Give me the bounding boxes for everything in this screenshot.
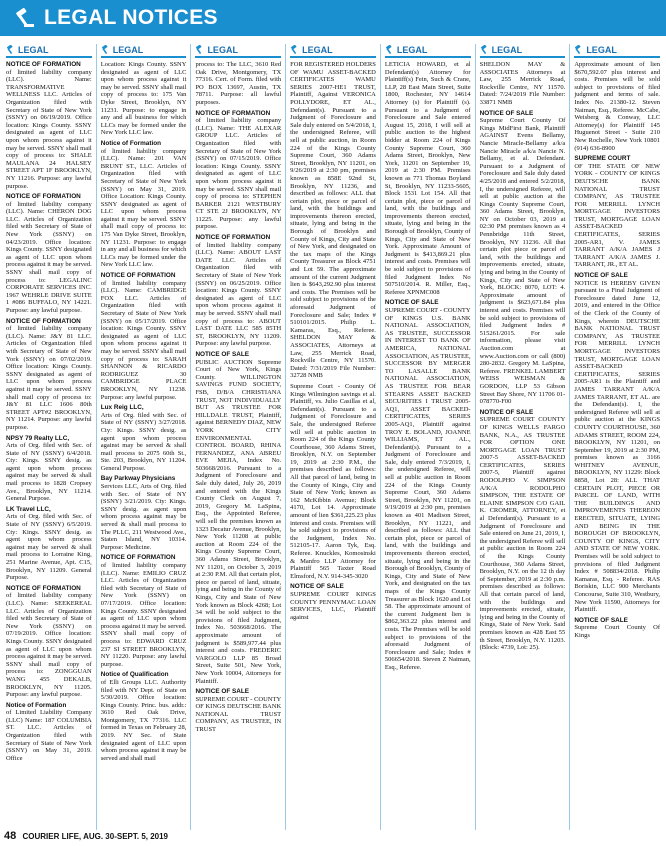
legal-notice [101, 404, 187, 472]
notice-heading: NOTICE OF SALE [290, 583, 344, 591]
notice-column [380, 44, 475, 830]
publication-dateline: COURIER LIFE, AUG. 30-SEPT. 5, 2019 [22, 832, 169, 841]
notice-body: of limited liability company (LLC). Name: J&Y 81 LLC. Articles of Organization filed with Secretary of State of New York (SSNY) on 07/02/2019. Office location: Kings County. SSNY designated as agent of LLC upon whom process against it may be served. SSNY shall mail copy of process to: J&Y 81 LLC 1606 80th STREET APT#2 BROOKLYN, NY 11214. Purpose: any lawful purpose. [6, 325, 92, 431]
notice-heading: NOTICE OF FORMATION [100, 554, 176, 562]
legal-notice [195, 234, 281, 348]
column-header-label: LEGAL [18, 45, 49, 55]
notice-text [574, 61, 660, 640]
gavel-icon [480, 45, 490, 55]
notice-body: of limited liability company (LLC). Name: TRANSFORMATIVE WELLNESS LLC. Articles of Organization filed with Secretary of State of New York (SSNY) on 06/19/2019. Office location: Kings County. SSNY designated as agent of LLC upon whom process against it may be served. SSNY shall mail copy of process to: SHALE MAULANA 24 HALSEY STREET APT 1F BROOKLYN, NY 11216. Purpose: any lawful purpose. [6, 68, 92, 190]
notice-heading: NOTICE OF FORMATION [6, 193, 81, 201]
notice-heading: LK Travel LLC, [6, 505, 51, 513]
notice-body: of limited liability company (LLC). Name: 201 VAN BRUNT ST., LLC. Articles of Organization filed with Secretary of State of New York (SSNY) on May 31, 2019. Office Location: Kings County. SSNY designated as agent of LLC upon whom process against it may be served. SSNY shall mail copy of process to: 175 Van Dyke Street, Brooklyn, NY 11231. Purpose: to engage in any and all business for which LLCs may be formed under the New York LLC law. [100, 147, 187, 269]
notice-columns [2, 44, 664, 830]
notice-body: of limited liability company (LLC). Name: CHERON DOG LLC. Articles of Organization filed with Secretary of State of New York (SSNY) on 04/23/2019. Office location: Kings County. SSNY designated as agent of LLC upon whom process against it may be served. SSNY shall mail copy of process to: LEGALINC CORPORATE SERVICES INC. 1967 WEHRLE DRIVE SUITE 1 #086 BUFFALO, NY 14221. Purpose: any lawful purpose. [6, 200, 92, 314]
notice-body: SHELDON MAY & ASSOCIATES Attorneys at Law, 255 Merrick Road, Rockville Centre, NY 11570. Dated: 7/24/2019 File Number: 33871 NMB [479, 61, 566, 106]
notice-body: Supreme Court County Of Kings MidFirst Bank, Plaintiff AGAINST Evens Bellamy, Nancie Miracle-Bellamy a/k/a Nancie Miracle a/k/a Nancie N. Bellamy, et al. Defendant. Pursuant to a Judgment of Foreclosure and Sale duly dated 4/25/2018 and entered 5/2/2018, I, the undersigned Referee, will sell at public auction at the Kings County Supreme Court, 360 Adams Street, Brooklyn, NY on October 03, 2019 at 02:30 PM premises known as 4 Pennbridge 11th Street, Brooklyn, NY 11236. All that certain plot piece or parcel of land, with the buildings and improvements erected, situate, lying and being in the County of Kings, City and State of New York, BLOCK: 8070, LOT: 4. Approximate amount of judgment is $623,671.84 plus interest and costs. Premises will be sold subject to provisions of filed Judgment Index # 515261/2015. For sale information, please visit Auction.com at www.Auction.com or call (800) 280-2832. Gregory M. LaSpina, Referee. FRENKEL LAMBERT WEISS WEISMAN & GORDON, LLP 53 Gibson Street Bay Shore, NY 11706 01-078770-F00 [479, 117, 566, 406]
notice-heading: NPSY 79 Realty LLC, [6, 434, 70, 442]
legal-notice [6, 435, 92, 503]
legal-notice [195, 351, 281, 685]
legal-notice [101, 554, 187, 668]
legal-notice [6, 61, 92, 190]
legal-notice [101, 272, 187, 401]
notice-text [290, 61, 376, 621]
notice-heading: Bay Parkway Physicians [100, 475, 176, 483]
legal-notice [195, 61, 281, 107]
notice-body: of limited liability company (LLC). Name: EMILIO CRUZ LLC. Articles of Organization filed with Secretary of State of New York (SSNY) on 07/17/2019. Office location: Kings County. SSNY designated as agent of LLC upon whom process against it may be served. SSNY shall mail copy of process to: EDWARD CRUZ 237 SI STREET BROOKLYN, NY 11220. Purpose: any lawful purpose. [100, 562, 187, 668]
column-header [290, 44, 376, 58]
column-header-label: LEGAL [491, 45, 523, 55]
notice-heading: NOTICE OF FORMATION [195, 109, 271, 117]
notice-heading: NOTICE OF SALE [384, 299, 439, 307]
notice-body: NOTICE IS HEREBY GIVEN pursuant to a Final Judgment of Foreclosure dated June 12, 2019, and entered in the Office of the Clerk of the County of Kings, wherein DEUTSCHE BANK NATIONAL TRUST COMPANY, AS TRUSTEE FOR MERRILL LYNCH MORTGAGE INVESTORS TRUST, MORTGAGE LOAN ASSET-BACKED CERTIFICATES, SERIES 2005-AR1 is the Plaintiff and JAMES TARRANT A/K/A JAMES TARRANT, ET AL. are the Defendant(s). I, the undersigned Referee will sell at public auction at the KINGS COUNTY COURTHOUSE, 360 ADAMS STREET, ROOM 224, BROOKLYN, NY 11201, on September 19, 2019 at 2:30 PM, premises known as 3166 WHITNEY AVENUE, BROOKLYN, NY 11229: Block 8858, Lot 28: ALL THAT CERTAIN PLOT, PIECE OR PARCEL OF LAND, WITH THE BUILDINGS AND IMPROVEMENTS THEREON ERECTED, SITUATE, LYING AND BEING IN THE BOROUGH OF BROOKLYN, COUNTY OF KINGS, CITY AND STATE OF NEW YORK. Premises will be sold subject to provisions of filed Judgment Index # 508834/2018. Philip Kamaras, Esq. - Referee. RAS Boriskin, LLC 900 Merchants Concourse, Suite 310, Westbury, New York 11590, Attorneys for Plaintiff. [574, 279, 661, 614]
legal-notices-banner [0, 0, 666, 36]
gavel-icon [574, 45, 584, 55]
notice-column [569, 44, 664, 830]
legal-notice [195, 688, 281, 734]
gavel-icon [6, 45, 16, 55]
notice-text [385, 61, 471, 672]
legal-notice [101, 475, 187, 551]
gavel-icon [290, 45, 300, 55]
legal-notice [574, 617, 660, 640]
notice-heading: NOTICE OF SALE [574, 272, 628, 280]
notice-heading: NOTICE OF FORMATION [6, 584, 81, 592]
notice-body: of Limited Liability Company (LLC) Name: 187 COLUMBIA ST. LLC. Articles of Organization filed with Secretary of State of New York (SSNY) on May 31, 2019. Office [6, 709, 92, 762]
column-header [6, 44, 92, 58]
notice-heading: NOTICE OF SALE [479, 109, 534, 117]
legal-notice [101, 140, 187, 269]
legal-notice [385, 61, 471, 296]
notice-body: Supreme Court - County Of Kings Wilmington savings et al. Plaintiff, vs. Julio Casillas et al, Defendant(s). Pursuant to a Judgment of Foreclosure and Sale, the undersigned Referee will sell at public auction in Room 224 of the Kings County Courthouse, 360 Adams Street, Brooklyn, N.Y. on September 19, 2019 at 2:30 P.M., the premises described as follows: All that parcel of land, being in the County of Kings, City and State of New York; known as 162 McKibbin Avenue; Block 4170, Lot 14. Approximate amount of lien $361,225.23 plus interest and costs. Premises will be sold subject to provisions of the Judgment, Index No. 512105-17. Aaron Tyk, Esq. Referee. Knuckles, Komosinski & Manfro LLP Attorney for Plaintiff 565 Taxter Road Elmsford, N.Y. 914-345-3020 [290, 382, 376, 580]
notice-body: Supreme Court County Of Kings [574, 624, 661, 639]
column-header-label: LEGAL [112, 45, 144, 55]
notice-heading: Lux Reig LLC, [100, 404, 144, 412]
legal-notice [574, 61, 660, 152]
legal-notice [480, 61, 566, 107]
notice-body: OF THE STATE OF NEW YORK - COUNTY OF KINGS DEUTSCHE BANK NATIONAL TRUST COMPANY, AS TRUSTEE FOR MERRILL LYNCH MORTGAGE INVESTORS TRUST, MORTGAGE LOAN ASSET-BACKED CERTIFICATES, SERIES 2005-AR1, V. JAMES TARRANT A/K/A JAMES J TARRANT A/K/A JAMES J. TARRANT, JR., ET AL. [574, 162, 661, 269]
legal-notice [290, 61, 376, 380]
legal-notice [6, 193, 92, 315]
notice-heading: Notice of Qualification [100, 671, 169, 679]
legal-notice [101, 61, 187, 137]
notice-column [96, 44, 191, 830]
notice-body: Arts of Org. filed with Sec. of State of NY (SSNY) 6/5/2019. Cty: Kings. SSNY desig. as agent upon whom process against may be served & shall mail process to Lorraine King, 251 Marine Avenue, Apt. C15, Brooklyn, NY 11209. General Purpose. [6, 513, 92, 582]
notice-heading: NOTICE OF FORMATION [6, 61, 81, 68]
notice-heading: NOTICE OF FORMATION [100, 272, 176, 280]
notice-body: of limited liability company (LLC). Name: CAMBRIDGE FOX LLC. Articles of Organization filed with Secretary of State of New York (SSNY) on 05/17/2019. Office location: Kings County. SSNY designated as agent of LLC upon whom process against it may be served. SSNY shall mail copy of process to: SARAH SHANNON & RICARDO RODRIGUEZ 30 CAMBRIDGE PLACE BROOKLYN, NY 11238. Purpose: any lawful purpose. [100, 279, 187, 401]
legal-notice [101, 671, 187, 762]
notice-text [6, 61, 92, 762]
gavel-icon [195, 45, 205, 55]
column-header [574, 44, 660, 58]
notice-column [475, 44, 570, 830]
notice-body: of limited liability company (LLC). Name: ABOUT LAST DATE LLC. Articles of Organization filed with Secretary of State of New York (SSNY) on 06/25/2019. Office location: Kings County. SSNY designated as agent of LLC upon whom process against it may be served. SSNY shall mail copy of process to: ABOUT LAST DATE LLC 585 85TH ST, BROOKLYN, NY 11209. Purpose: any lawful purpose. [195, 241, 282, 348]
notice-column [190, 44, 285, 830]
notice-body: Approximate amount of lien $670,592.07 plus interest and costs. Premises will be sold subject to provisions of filed judgment and terms of sale. Index No. 21380-12. Steven Naiman, Esq., Referee. McCabe, Weisberg & Conway, LLC Attorney(s) for Plaintiff 145 Huguenot Street - Suite 210 New Rochelle, New York 10801 (914) 636-8900 [574, 61, 661, 152]
notice-body: Location: Kings County. SSNY designated as agent of LLC upon whom process against it may be served. SSNY shall mail copy of process to: 175 Van Dyke Street, Brooklyn, NY 11231. Purpose: to engage in any and all business for which LLCs may be formed under the New York LLC law. [100, 61, 187, 137]
gavel-icon [13, 7, 35, 29]
column-header [101, 44, 187, 58]
notice-body: of Elli Groups LLC. Authority filed with NY Dept. of State on 5/30/2019. Office location: Kings County. Princ. bus. addr.: 3610 Red Oak Drive, Montgomery, TX 77316. LLC formed in Texas on February 28, 2019. NY Sec. of State designated agent of LLC upon whom process against it may be served and shall mail [100, 678, 187, 762]
notice-heading: NOTICE OF SALE [479, 408, 534, 416]
gavel-icon [101, 45, 111, 55]
notice-body: SUPREME COURT KINGS COUNTY PENNYMAC LOAN SERVICES, LLC, Plaintiff against [290, 590, 376, 621]
notice-body: Services LLC, Arts of Org. filed with Sec. of State of NY (SSNY) 3/21/2019. Cty: Kings. SSNY desig. as agent upon whom process against may be served & shall mail process to The PLLC, 211 Westwood Ave., Staten Island, NY 10314. Purpose: Medicine. [100, 483, 187, 551]
legal-notice [6, 506, 92, 582]
notice-heading: NOTICE OF SALE [195, 688, 250, 696]
notice-body: LETICIA HOWARD, et al Defendant(s) Attorney for Plaintiff(s) Fein, Such & Crane, LLP, 28 East Main Street, Suite 1800, Rochester, NY 14614 Attorney (s) for Plaintiff (s). Pursuant to a Judgment of Foreclosure and Sale entered August 15, 2018, I will sell at public auction to the highest bidder at Room 224 of Kings County Supreme Court, 360 Adams Street, Brooklyn, New York, 11201 on September 19, 2019 at 2:30 PM. Premises known as 771 Thomas Boyland St, Brooklyn, NY 11233-5605, Block 1531 Lot 154. All that certain plot, piece or parcel of land, with the buildings and improvements thereon erected, situate, lying and being in the Borough of Brooklyn, County of Kings, City and State of New York. Approximate Amount of Judgment is $413,869.21 plus interest and costs. Premises will be sold subject to provisions of filed Judgment Index No 507510/2014. R. Miller, Esq., Referee XPNMC008 [384, 61, 471, 296]
legal-notice [195, 110, 281, 232]
notice-heading: NOTICE OF FORMATION [6, 317, 81, 325]
notice-body: Arts of Org. filed with Sec. of State of NY (SSNY) 6/4/2018. Cty: Kings. SSNY desig. as agent upon whom process against may be served & shall mail process to 1828 Cropsey Ave., Brooklyn, NY 11214. General Purpose. [6, 442, 92, 503]
legal-notice [480, 110, 566, 406]
legal-notice [480, 409, 566, 652]
notice-body: SUPREME COURT - COUNTY OF KINGS U.S. BANK NATIONAL ASSOCIATION, AS TRUSTEE, SUCCESSOR IN INTEREST TO BANK OF AMERICA, NATIONAL ASSOCIATION, AS TRUSTEE, SUCCESSOR BY MERGER TO LASALLE BANK NATIONAL ASSOCIATION, AS TRUSTEE FOR BEAR STEARNS ASSET BACKED SECURITIES I TRUST 2005-AQ1, ASSET BACKED-CERTIFICATES, SERIES 2005-AQ1, Plaintiff against TROY E. BOLAND, JOANNE WILLIAMS, ET AL., Defendant(s). Pursuant to a Judgment of Foreclosure and Sale, duly entered 7/3/2019, I, the undersigned Referee, will sell at public auction in Room 224 of the Kings County Supreme Court, 360 Adams Street, Brooklyn, NY 11201, on 9/19/2019 at 2:30 pm, premises known as 401 Madison Street, Brooklyn, NY 11221, and described as follows: ALL that certain plot, piece or parcel of land, with the buildings and improvements thereon erected, situate, lying and being in the Borough of Brooklyn, County of Kings, City and State of New York, and designated on the tax maps of the Kings County Treasurer as Block 1620 and Lot 58. The approximate amount of the current Judgment lien is $862,363.22 plus interest and costs. The Premises will be sold subject to provisions of the aforesaid Judgment of Foreclosure and Sale; Index # 506654/2018. Steven Z Naiman, Esq., Referee. [384, 307, 471, 671]
notice-heading: Notice of Formation [6, 701, 67, 709]
legal-notice [290, 583, 376, 621]
notice-heading: NOTICE OF SALE [574, 616, 628, 624]
column-header-label: LEGAL [302, 45, 333, 55]
notice-body: SUPREME COURT - COUNTY OF KINGS DEUTSCHE BANK NATIONAL TRUST COMPANY, AS TRUSTEE, IN TRUST [195, 695, 282, 734]
notice-column [2, 44, 96, 830]
notice-text [480, 61, 566, 652]
notice-body: Arts of Org. filed with Sec. of State of NY (SSNY) 3/27/2018. Cty: Kings. SSNY desig. as agent upon whom process against may be served & shall mail process to 2075 60th St., Ste. 203, Brooklyn, NY 11204. General Purpose. [100, 411, 187, 472]
notice-heading: Notice of Formation [100, 139, 162, 147]
legal-notice [574, 155, 660, 269]
column-header [195, 44, 281, 58]
column-header [480, 44, 566, 58]
legal-notice [385, 299, 471, 671]
notice-body: PUBLIC AUCTION Supreme Court of New York, Kings County. WILLINGTON SAVINGS FUND SOCIETY, FSB, D/B/A CHRISTIANA TRUST, NOT INDIVIDUALLY BUT AS TRUSTEE FOR HILLDALE TRUST, Plaintiff, against BERNEDY DIAZ, NEW YORK CITY ENVIRONMENTAL CONTROL BOARD, RHINA FERNANDEZ, ANA ABREU EVE MEJIA, Index No. 503668/2016. Pursuant to a Judgment of Foreclosure and Sale duly dated, July 26, 2019 and entered with the Kings County Clerk on August 7, 2019, Gregory M. LaSpina, Esq., the Appointed Referee, will sell the premises known as 1323 Decatur Avenue, Brooklyn, New York 11208 at public auction at Room 224 of the Kings County Supreme Court, 360 Adams Street, Brooklyn, NY 11201, on October 3, 2019 at 2:30 P.M. All that certain plot, piece or parcel of land, situate, lying and being in the County of Kings, City and State of New York known as Block 4268; Lot 34 will be sold subject to the provisions of filed Judgment, Index No. 503668/2016. The approximate amount of judgment is $589,977.44 plus interest and costs. FREDERIC VARGOLO LLP 85 Broad Street, Suite 501, New York, New York 10004, Attorneys for Plaintiff. [195, 358, 282, 685]
column-header [385, 44, 471, 58]
page-title: LEGAL NOTICES [44, 6, 218, 29]
notice-body: process to: The LLC, 3610 Red Oak Drive, Montgomery, TX 77316. Cert. of Form. filed with PO BOX 13697, Austin, TX 78711. Purpose: all lawful purposes. [195, 61, 282, 106]
legal-notice [574, 272, 660, 614]
notice-heading: NOTICE OF FORMATION [195, 234, 271, 242]
notice-text [101, 61, 187, 762]
page-footer [4, 830, 168, 844]
notice-body: SUPREME COURT COUNTY OF KINGS WELLS FARGO BANK, N.A., AS TRUSTEE FOR OPTION ONE MORTGAGE LOAN TRUST 2007-5 ASSET-BACKED CERTIFICATES, SERIES 2007-5, Plaintiff against RODOLPHO V. SIMPSON A/K/A RODOLPHO SIMPSON, THE ESTATE OF ELAINE SIMPSON C/O GAIL K. CROMER, ATTORNEY, et al Defendant(s). Pursuant to a Judgment of Foreclosure and Sale entered on June 21, 2019, I, the undersigned Referee will sell at public auction in Room 224 of the Kings County Courthouse, 360 Adams Street, Brooklyn, N.Y. on the 12 th day of September, 2019 at 2:30 p.m. premises described as follows: All that certain parcel of land, with the buildings and improvements erected, situate, lying and being in the County of Kings, State of New York. Said premises known as 428 East 55 th Street, Brooklyn, N.Y. 11203. (Block: 4739, Lot: 25). [479, 416, 566, 652]
notice-body: of limited liability company (LLC). Name: SEEKEREAL LLC. Articles of Organization filed with Secretary of State of New York (SSNY) on 07/19/2019. Office location: Kings County. SSNY designated as agent of LLC upon whom process against it may be served. SSNY shall mail copy of process to: ZONGGUAN WANG 455 DEKALB, BROOKLYN, NY 11205. Purpose: any lawful purpose. [6, 592, 92, 699]
column-header-label: LEGAL [586, 45, 617, 55]
gavel-icon [385, 45, 395, 55]
legal-notice [6, 585, 92, 699]
notice-text [195, 61, 281, 734]
page-number: 48 [4, 830, 17, 842]
notice-body: FOR REGISTERED HOLDERS OF WAMU ASSET-BACKED CERTIFICATES WAMU SERIES 2007-HE1 TRUST, Plaintiff, Against VERONICA POLLYDORE, ET AL., Defendant(s). Pursuant to a Judgment of Foreclosure and Sale duly entered on 5/4/2018, I, the undersigned Referee, will sell at public auction, in Room 224 of the Kings County Supreme Court, 360 Adams Street, Brooklyn, NY 11201, on 9/26/2019 at 2:30 pm, premises known as 858E 92nd St, Brooklyn, NY 11236, and described as follows: ALL that certain plot, piece or parcel of land, with the buildings and improvements thereon erected, situate, lying and being in the Borough of Brooklyn and County of Kings, City and State of New York, and designated on the tax maps of the Kings County Treasurer as Block 4751 and Lot 59. The approximate amount of the current Judgment lien is $643,292.90 plus interest and costs. The Premises will be sold subject to provisions of the aforesaid Judgment of Foreclosure and Sale; Index # 510101/2015. Philip L. Kamaras, Esq., Referee. SHELDON MAY & ASSOCIATES, Attorneys at Law, 255 Merrick Road, Rockville Centre, NY 11570. Dated: 7/31/2019 File Number: 32728 NMB [290, 61, 376, 380]
legal-notice [290, 383, 376, 580]
legal-notice [6, 318, 92, 432]
notice-column [285, 44, 380, 830]
legal-notice [6, 702, 92, 763]
notice-body: of limited liability company (LLC). Name: THE ALEXAR GROUP LLC. Articles of Organization filed with Secretary of State of New York (SSNY) on 07/15/2019. Office location: Kings County. SSNY designated as agent of LLC upon whom process against it may be served. SSNY shall mail copy of process to: STEPHEN BARKER 2121 WESTBURY CT STE 2J BROOKLYN, NY 11225. Purpose: any lawful purpose. [195, 117, 282, 231]
notice-heading: NOTICE OF SALE [195, 350, 250, 358]
column-header-label: LEGAL [207, 45, 238, 55]
notice-heading: SUPREME COURT [574, 155, 631, 163]
column-header-label: LEGAL [396, 45, 428, 55]
